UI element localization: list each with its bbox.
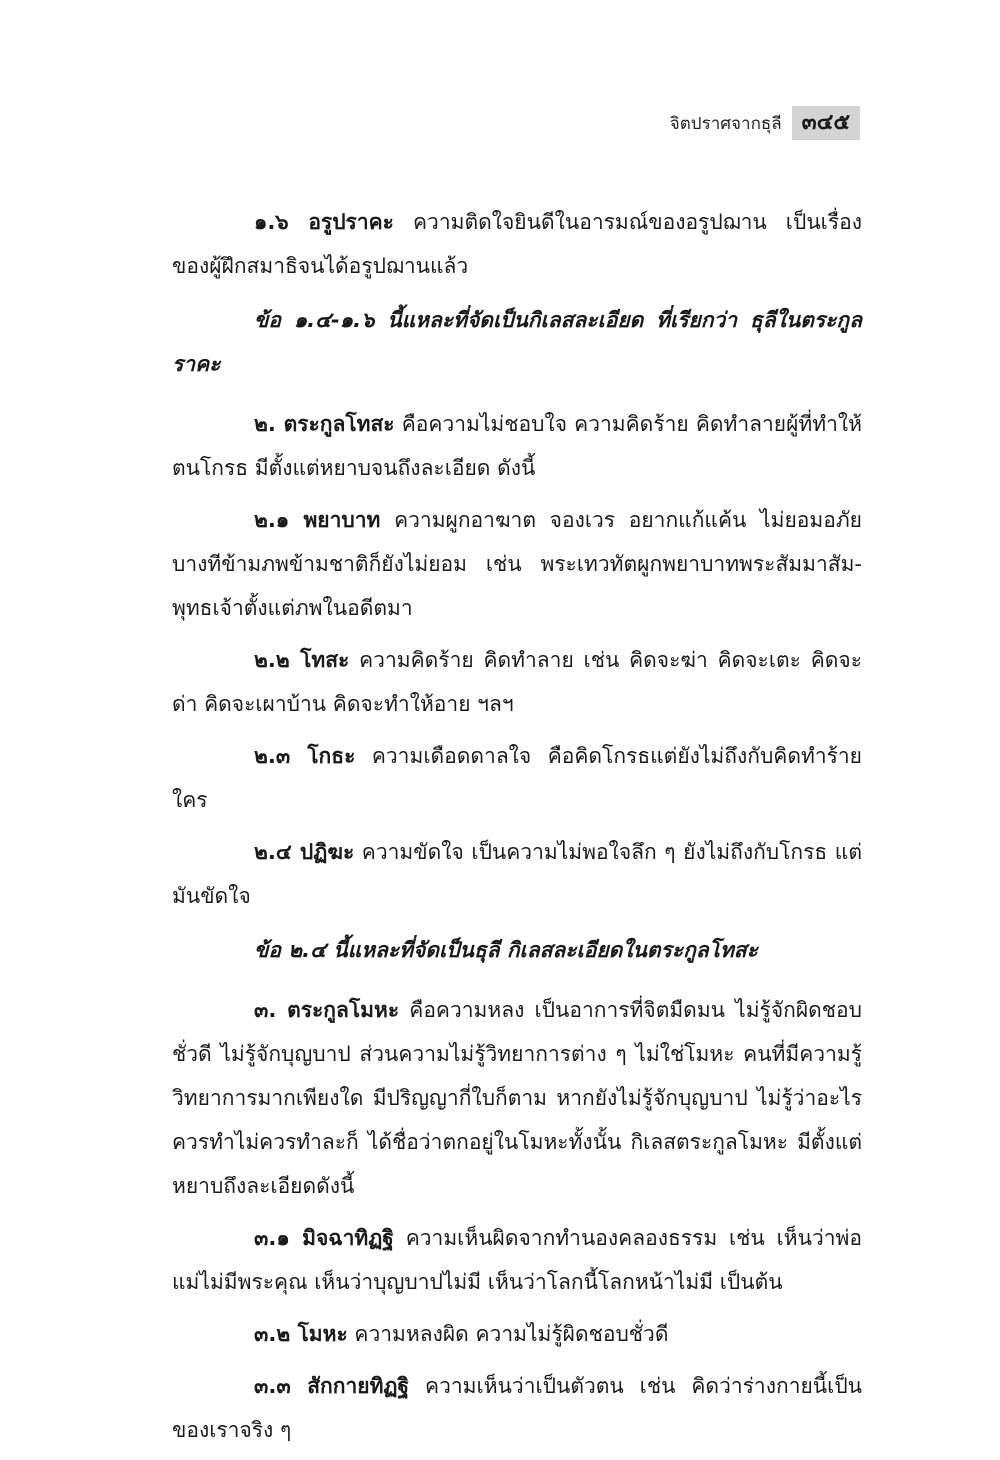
paragraph-text: ความติดใจยินดีในอารมณ์ของอรูปฌาน เป็นเรื่องของผู้ฝึกสมาธิจนได้อรูปฌานแล้ว	[172, 210, 862, 278]
term-heading: ๓.๑ มิจฉาทิฏฐิ	[254, 1226, 394, 1250]
paragraph-text: ความเห็นผิดจากทำนองคลองธรรม เช่น เห็นว่าพ่อแม่ไม่มีพระคุณ เห็นว่าบุญบาปไม่มี เห็นว่าโลกนี้โลกหน้าไม่มี เป็นต้น	[172, 1226, 862, 1294]
paragraph-dosa	[172, 638, 862, 726]
term-heading: ๓.๒ โมหะ	[254, 1322, 348, 1346]
section-heading: ๒. ตระกูลโทสะ	[254, 412, 395, 436]
paragraph-moha-family	[172, 988, 862, 1208]
paragraph-text: คือความหลง เป็นอาการที่จิตมืดมน ไม่รู้จักผิดชอบชั่วดี ไม่รู้จักบุญบาป ส่วนความไม่รู้วิทยาการต่าง ๆ ไม่ใช่โมหะ คนที่มีความรู้วิทยาการมากเพียงใด มีปริญญากี่ใบก็ตาม หากยังไม่รู้จักบุญบาป ไม่รู้ว่าอะไรควรทำไม่ควรทำละก็ ได้ชื่อว่าตกอยู่ในโมหะทั้งนั้น กิเลสตระกูลโมหะ มีตั้งแต่หยาบถึงละเอียดดังนี้	[172, 998, 862, 1198]
term-heading: ๓.๓ สักกายทิฏฐิ	[254, 1374, 410, 1398]
summary-raga: ข้อ ๑.๔-๑.๖ นี้แหละที่จัดเป็นกิเลสละเอียด ที่เรียกว่า ธุลีในตระกูลราคะ	[172, 308, 862, 376]
paragraph-text: ความเดือดดาลใจ คือคิดโกรธแต่ยังไม่ถึงกับคิดทำร้ายใคร	[172, 744, 862, 812]
paragraph-text: ความเห็นว่าเป็นตัวตน เช่น คิดว่าร่างกายนี้เป็นของเราจริง ๆ	[172, 1374, 863, 1442]
term-heading: ๑.๖ อรูปราคะ	[254, 210, 394, 234]
paragraph-moha	[172, 1312, 862, 1356]
term-heading: ๒.๓ โกธะ	[254, 744, 356, 768]
paragraph-dosa-family	[172, 402, 862, 490]
running-header	[670, 106, 860, 140]
paragraph-kodha	[172, 734, 862, 822]
term-heading: ๒.๔ ปฏิฆะ	[254, 840, 355, 864]
paragraph-text: คือความไม่ชอบใจ ความคิดร้าย คิดทำลายผู้ที่ทำให้ตนโกรธ มีตั้งแต่หยาบจนถึงละเอียด ดังนี้	[172, 412, 862, 480]
paragraph-text: ความขัดใจ เป็นความไม่พอใจลึก ๆ ยังไม่ถึงกับโกรธ แต่มันขัดใจ	[172, 840, 862, 908]
page-body	[172, 200, 862, 1460]
page-number: ๓๔๕	[792, 106, 860, 140]
paragraph-patigha	[172, 830, 862, 918]
paragraph-text: ความผูกอาฆาต จองเวร อยากแก้แค้น ไม่ยอมอภัย บางทีข้ามภพข้ามชาติก็ยังไม่ยอม เช่น พระเทวทัตผูกพยาบาทพระสัมมาสัม-พุทธเจ้าตั้งแต่ภพในอดีตมา	[172, 508, 862, 620]
paragraph-text: ความหลงผิด ความไม่รู้ผิดชอบชั่วดี	[354, 1322, 669, 1346]
summary-dosa: ข้อ ๒.๔ นี้แหละที่จัดเป็นธุลี กิเลสละเอียดในตระกูลโทสะ	[254, 938, 758, 962]
term-heading: ๒.๑ พยาบาท	[254, 508, 381, 532]
paragraph-text: ความคิดร้าย คิดทำลาย เช่น คิดจะฆ่า คิดจะเตะ คิดจะด่า คิดจะเผาบ้าน คิดจะทำให้อาย ฯลฯ	[172, 648, 862, 716]
term-heading: ๒.๒ โทสะ	[254, 648, 350, 672]
paragraph-sakkayaditthi	[172, 1364, 862, 1452]
section-heading: ๓. ตระกูลโมหะ	[254, 998, 400, 1022]
paragraph-byapada	[172, 498, 862, 630]
running-title: จิตปราศจากธุลี	[669, 113, 782, 134]
paragraph-micchaditthi	[172, 1216, 862, 1304]
paragraph-arupa-raga	[172, 200, 862, 288]
